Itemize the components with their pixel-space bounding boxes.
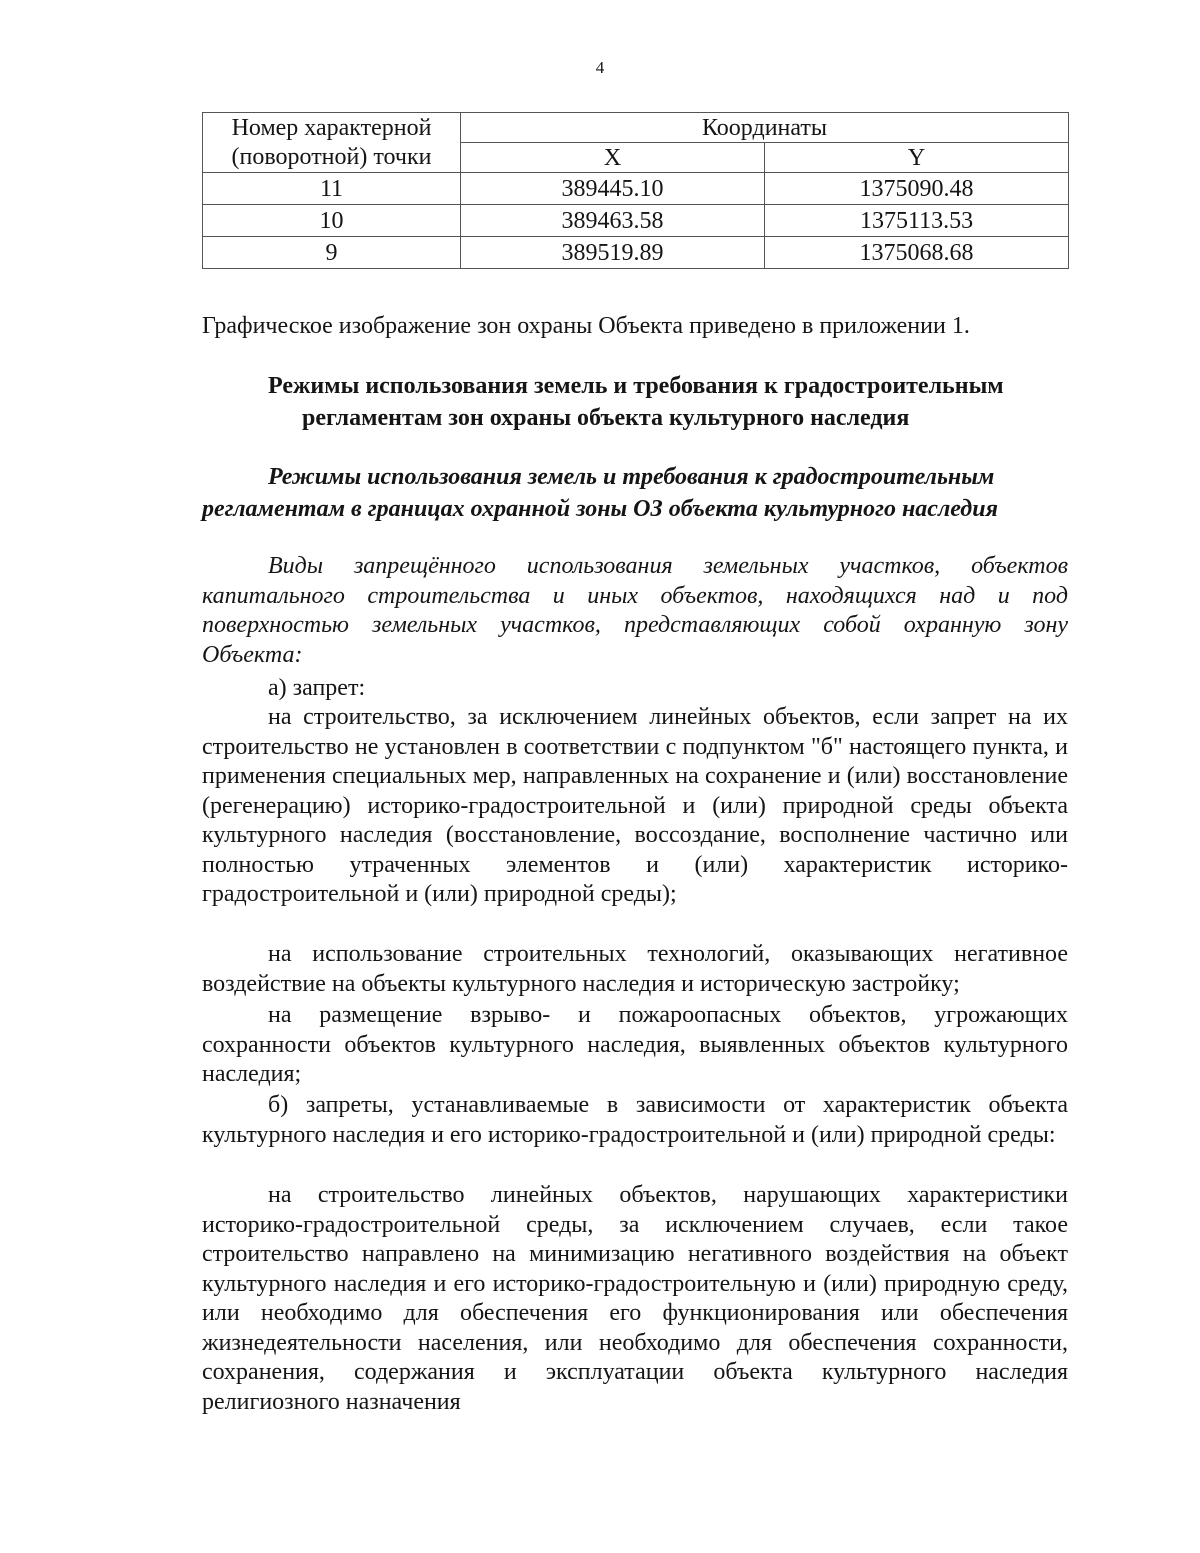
- intro-paragraph: [202, 552, 1068, 670]
- paragraph-4-text: б) запреты, устанавливаемые в зависимости от характеристик объекта культурного наследия и его историко-градостроительной и (или) природной среды:: [202, 1092, 1068, 1148]
- subsection-heading-line2: регламентам в границах охранной зоны ОЗ объекта культурного наследия: [202, 496, 998, 522]
- paragraph-5: [202, 1181, 1068, 1417]
- intro-text: Виды запрещённого использования земельных участков, объектов капитального строительства и иных объектов, находящихся над и под поверхностью земельных участков, представляющих собой охранную зону Объекта:: [202, 553, 1068, 668]
- table-header-row: [203, 113, 1069, 143]
- cell-point: 9: [203, 237, 461, 269]
- table-row: [203, 205, 1069, 237]
- cell-y: 1375068.68: [765, 237, 1069, 269]
- cell-x: 389519.89: [461, 237, 765, 269]
- paragraph-3-text: на размещение взрыво- и пожароопасных объектов, угрожающих сохранности объектов культурного наследия, выявленных объектов культурного наследия;: [202, 1002, 1068, 1087]
- paragraph-4: [202, 1091, 1068, 1150]
- figure-reference: Графическое изображение зон охраны Объекта приведено в приложении 1.: [202, 313, 970, 339]
- paragraph-2: [202, 940, 1068, 999]
- cell-y: 1375113.53: [765, 205, 1069, 237]
- coordinates-table: [202, 112, 1069, 269]
- paragraph-5-text: на строительство линейных объектов, нарушающих характеристики историко-градостроительной среды, за исключением случаев, если такое строительство направлено на минимизацию негативного воздействия на объект культурного наследия и его историко-градостроительную и (или) природную среду, или необходимо для обеспечения его функционирования или обеспечения жизнедеятельности населения, или необходимо для обеспечения сохранности, сохранения, содержания и эксплуатации объекта культурного наследия религиозного назначения: [202, 1182, 1068, 1415]
- header-point-line2: (поворотной) точки: [203, 143, 461, 173]
- section-heading-line1: Режимы использования земель и требования к градостроительным: [268, 373, 1004, 399]
- paragraph-2-text: на использование строительных технологий, оказывающих негативное воздействие на объекты культурного наследия и историческую застройку;: [202, 941, 1068, 997]
- header-coordinates: Координаты: [461, 113, 1069, 143]
- section-heading-line2: регламентам зон охраны объекта культурного наследия: [302, 405, 910, 431]
- table-subheader-row: [203, 143, 1069, 173]
- header-y: Y: [765, 143, 1069, 173]
- cell-point: 10: [203, 205, 461, 237]
- cell-y: 1375090.48: [765, 173, 1069, 205]
- item-a: а) запрет:: [268, 675, 366, 701]
- cell-point: 11: [203, 173, 461, 205]
- page-number: 4: [595, 58, 605, 77]
- cell-x: 389445.10: [461, 173, 765, 205]
- header-point-line1: Номер характерной: [203, 113, 461, 143]
- paragraph-1: [202, 703, 1068, 910]
- subsection-heading-line1: Режимы использования земель и требования к градостроительным: [268, 464, 995, 490]
- table-row: [203, 173, 1069, 205]
- cell-x: 389463.58: [461, 205, 765, 237]
- paragraph-1-text: на строительство, за исключением линейных объектов, если запрет на их строительство не установлен в соответствии с подпунктом "б" настоящего пункта, и применения специальных мер, направленных на сохранение и (или) восстановление (регенерацию) историко-градостроительной и (или) природной среды объекта культурного наследия (восстановление, воссоздание, восполнение частично или полностью утраченных элементов и (или) характеристик историко-градостроительной и (или) природной среды);: [202, 704, 1068, 907]
- paragraph-3: [202, 1001, 1068, 1090]
- table-row: [203, 237, 1069, 269]
- header-x: X: [461, 143, 765, 173]
